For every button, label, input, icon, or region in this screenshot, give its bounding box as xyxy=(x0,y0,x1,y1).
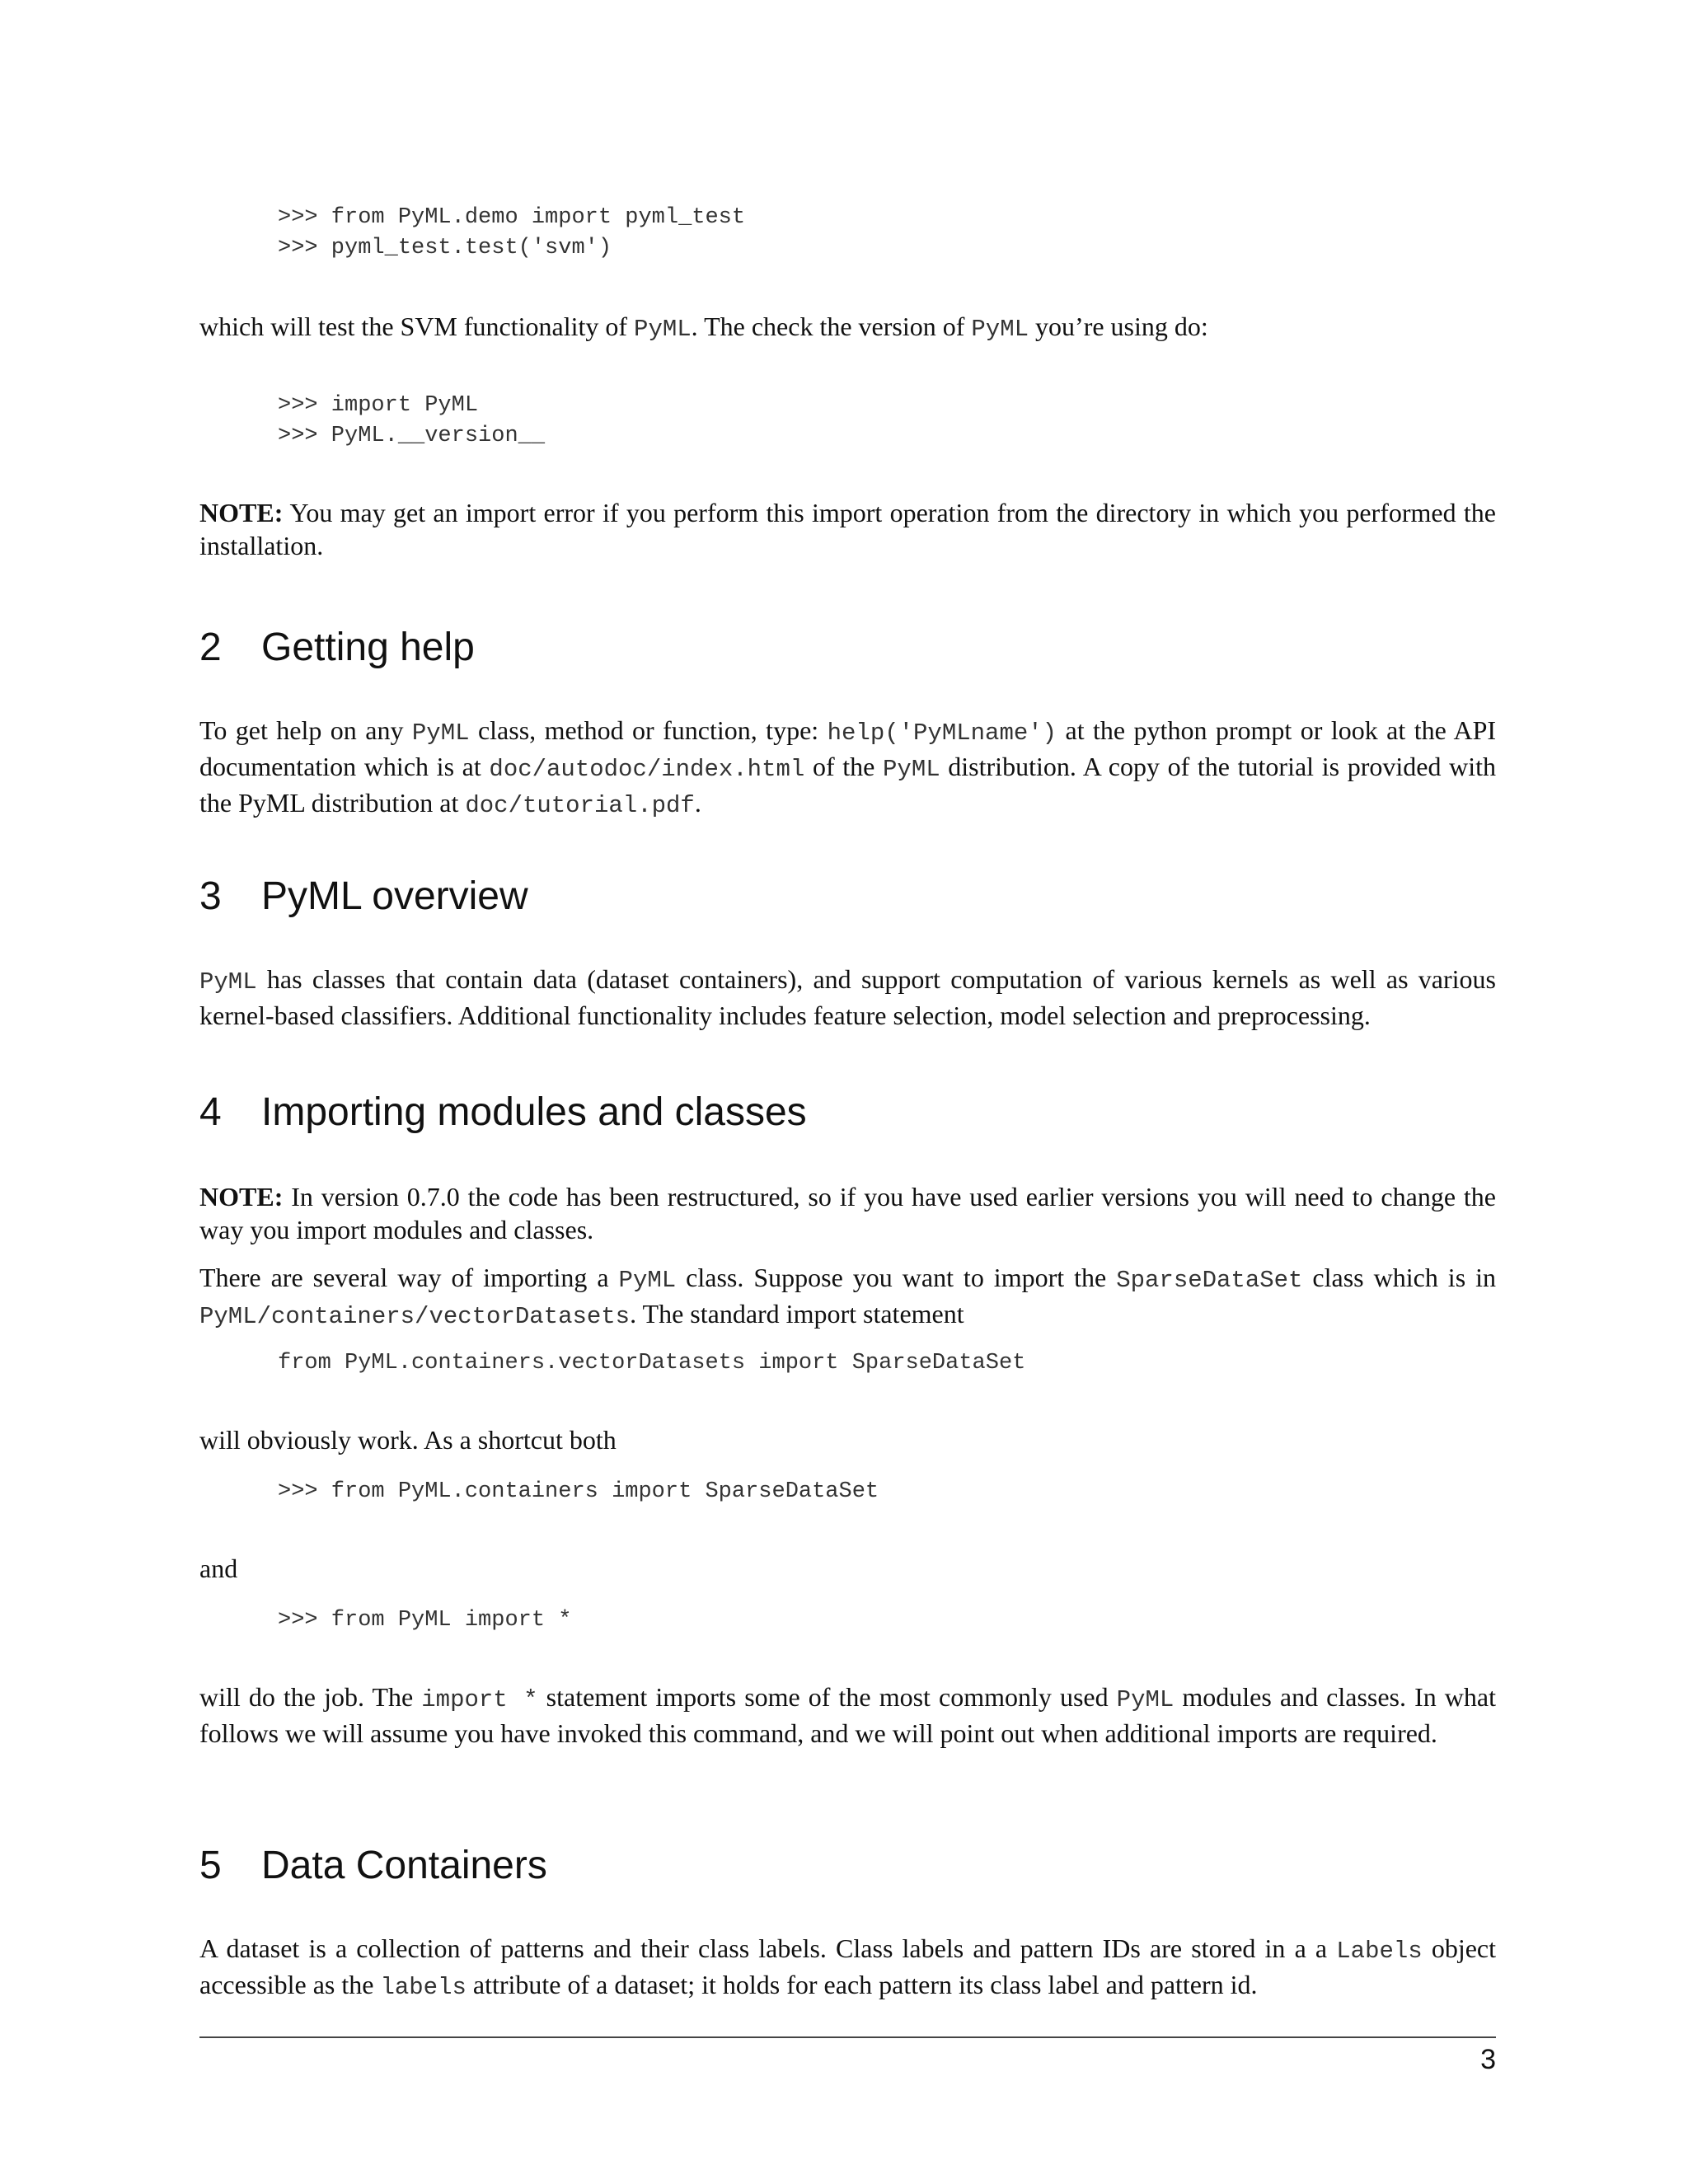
section-number: 2 xyxy=(199,626,222,669)
inline-code: labels xyxy=(380,1974,467,2001)
inline-code: PyML xyxy=(634,316,692,343)
text-run: . xyxy=(694,788,701,818)
code-block-standard-import: from PyML.containers.vectorDatasets import SparseDataSet xyxy=(278,1351,1026,1376)
inline-code: PyML xyxy=(411,719,470,747)
inline-code: PyML xyxy=(883,756,940,783)
paragraph-shortcut: will obviously work. As a shortcut both xyxy=(199,1425,617,1455)
note-text: In version 0.7.0 the code has been restructured, so if you have used earlier versions you will need to change the way you import modules and classes. xyxy=(199,1182,1496,1244)
paragraph-import-ways xyxy=(199,1261,1496,1333)
paragraph-getting-help xyxy=(199,714,1496,823)
text-run: of the xyxy=(804,752,884,781)
section-heading-overview xyxy=(199,874,1496,920)
code-line: >>> import PyML xyxy=(278,393,479,418)
text-run: class. Suppose you want to import the xyxy=(676,1263,1117,1292)
text-run: class which is in xyxy=(1302,1263,1497,1292)
text-run: . The standard import statement xyxy=(630,1299,964,1329)
inline-code: PyML xyxy=(199,968,257,996)
inline-code: doc/tutorial.pdf xyxy=(465,792,695,819)
footer-rule xyxy=(199,2036,1496,2038)
text-run: attribute of a dataset; it holds for each pattern its class label and pattern id. xyxy=(466,1970,1258,1999)
paragraph-overview xyxy=(199,963,1496,1032)
code-line: >>> pyml_test.test('svm') xyxy=(278,236,612,260)
inline-code: PyML/containers/vectorDatasets xyxy=(199,1303,631,1330)
code-block-star-import: >>> from PyML import * xyxy=(278,1608,572,1633)
section-title: Data Containers xyxy=(261,1844,547,1887)
inline-code: import * xyxy=(421,1686,538,1713)
section-title: PyML overview xyxy=(261,874,528,918)
section-heading-getting-help xyxy=(199,625,1496,671)
section-number: 4 xyxy=(199,1090,222,1134)
text-run: To get help on any xyxy=(199,715,412,745)
text-run: A dataset is a collection of patterns and their class labels. Class labels and pattern IDs are stored in a a xyxy=(199,1933,1337,1963)
note-label: NOTE: xyxy=(199,1182,284,1212)
inline-code: PyML xyxy=(618,1267,677,1294)
code-line: >>> PyML.__version__ xyxy=(278,424,546,448)
text-run: statement imports some of the most commonly used xyxy=(537,1682,1117,1712)
code-block-test xyxy=(278,203,1574,264)
note-label: NOTE: xyxy=(199,498,284,527)
text-run: will do the job. The xyxy=(199,1682,422,1712)
inline-code: help('PyMLname') xyxy=(827,719,1057,747)
code-line: >>> from PyML.demo import pyml_test xyxy=(278,205,746,230)
paragraph-data-containers xyxy=(199,1932,1496,2004)
paragraph-and: and xyxy=(199,1554,238,1583)
inline-code: SparseDataSet xyxy=(1116,1267,1303,1294)
text-run: object accessible as the xyxy=(199,1933,1497,1999)
text-run: which will test the SVM functionality of xyxy=(199,312,635,341)
text-run: There are several way of importing a xyxy=(199,1263,619,1292)
inline-code: Labels xyxy=(1336,1938,1423,1965)
inline-code: PyML xyxy=(1116,1686,1175,1713)
text-run: has classes that contain data (dataset containers), and support computation of various kernels as well as various kernel-based classifiers. Additional functionality includes feature selection, model selection and preprocessing. xyxy=(199,964,1496,1030)
section-number: 5 xyxy=(199,1844,222,1887)
note-restructured xyxy=(199,1180,1496,1246)
section-title: Importing modules and classes xyxy=(261,1090,807,1134)
paragraph-do-the-job xyxy=(199,1680,1496,1750)
inline-code: doc/autodoc/index.html xyxy=(489,756,805,783)
text-run: . The check the version of xyxy=(691,312,972,341)
document-page xyxy=(199,0,1496,2184)
paragraph-svm-test xyxy=(199,310,1496,346)
inline-code: PyML xyxy=(971,316,1029,343)
text-run: at the python prompt or look at the API documentation which is at xyxy=(199,715,1497,781)
text-run: you’re using do: xyxy=(1029,312,1208,341)
text-run: class, method or function, type: xyxy=(469,715,828,745)
text-run: distribution. A copy of the tutorial is provided with the PyML distribution at xyxy=(199,752,1497,818)
section-title: Getting help xyxy=(261,626,475,669)
note-text: You may get an import error if you perform this import operation from the directory in which you performed the installation. xyxy=(199,498,1496,560)
note-import-error xyxy=(199,496,1496,562)
section-heading-data-containers xyxy=(199,1843,1496,1889)
code-block-version xyxy=(278,391,1574,452)
code-block-containers-import: >>> from PyML.containers import SparseDataSet xyxy=(278,1479,879,1504)
section-heading-importing xyxy=(199,1090,1496,1136)
page-number: 3 xyxy=(1480,2044,1496,2075)
text-run: modules and classes. In what follows we will assume you have invoked this command, and we will point out when additional imports are required. xyxy=(199,1682,1497,1748)
section-number: 3 xyxy=(199,874,222,918)
